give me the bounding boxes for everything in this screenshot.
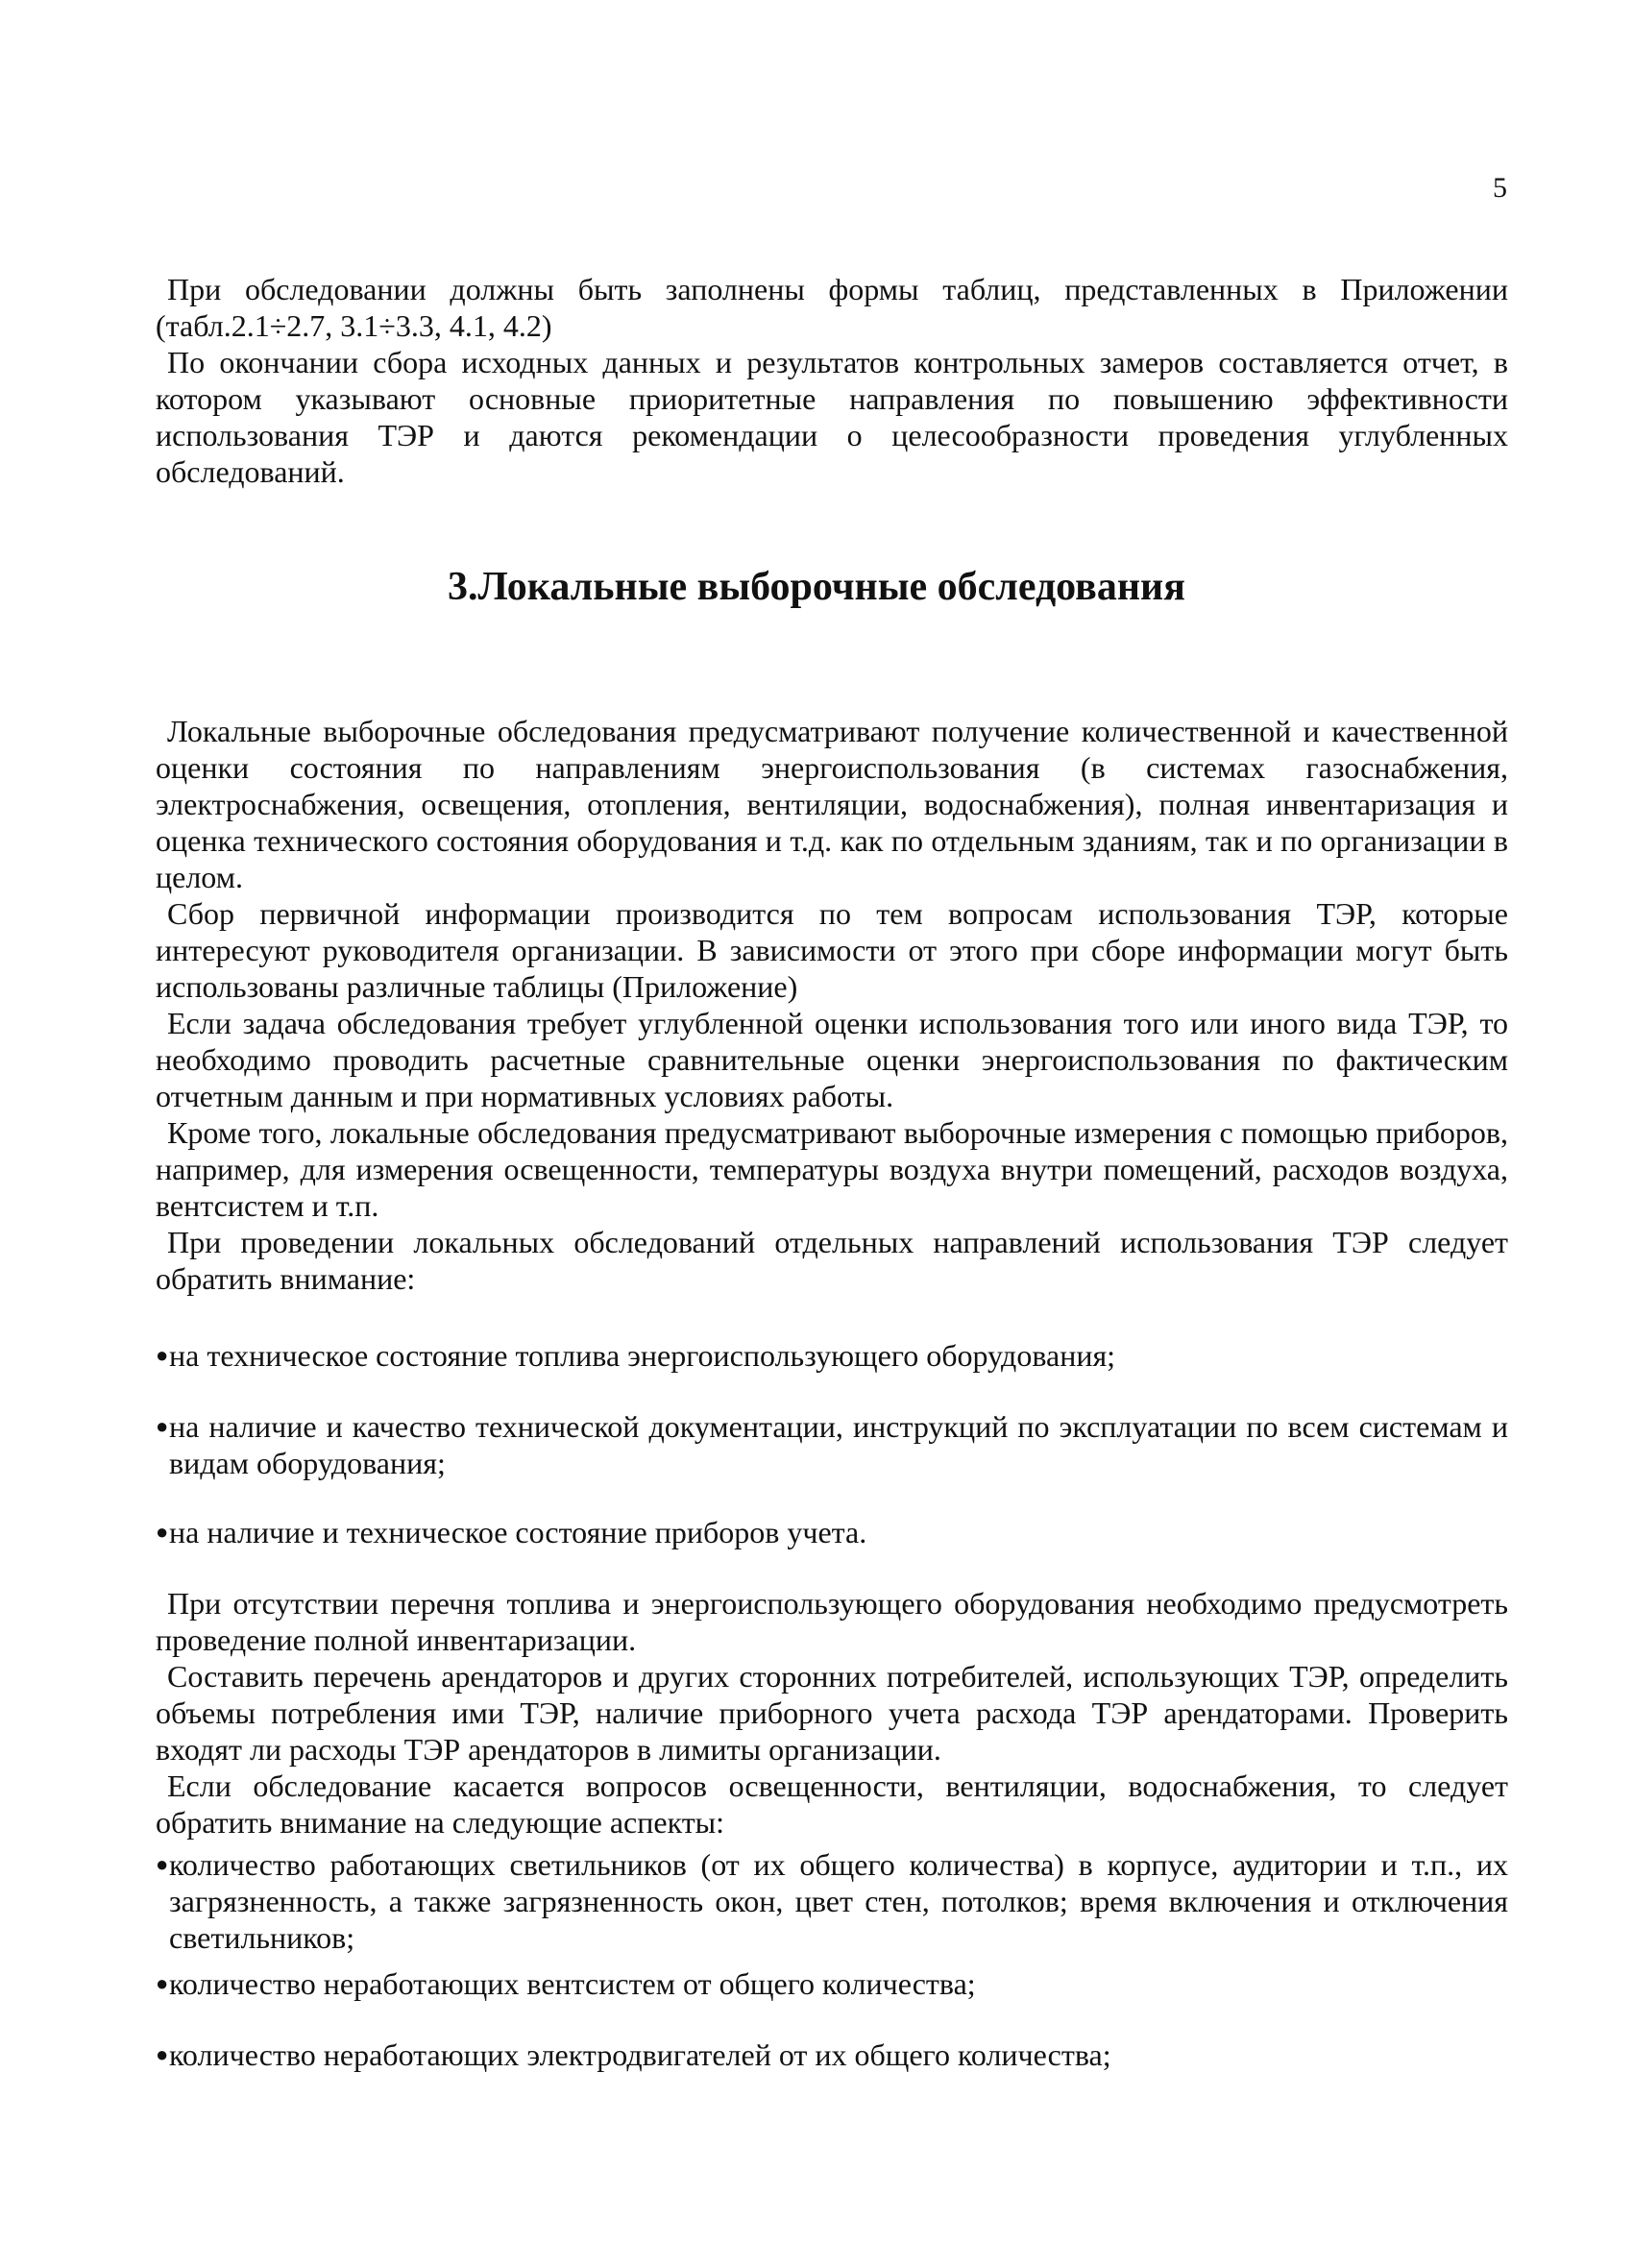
bullet-list <box>156 1965 1508 2002</box>
bullet-icon: ● <box>156 1414 169 1438</box>
page-number: 5 <box>1493 172 1507 204</box>
bullet-icon: ● <box>156 1520 169 1544</box>
bullet-icon: ● <box>156 1343 169 1367</box>
bullet-icon: ● <box>156 1971 169 1995</box>
paragraph: Если обследование касается вопросов освещенности, вентиляции, водоснабжения, то следует обратить внимание на следующие аспекты: <box>156 1768 1508 1840</box>
paragraph: Локальные выборочные обследования предусматривают получение количественной и качественной оценки состояния по направлениям энергоиспользования (в системах газоснабжения, электроснабжения, освещения, отопления, вентиляции, водоснабжения), полная инвентаризация и оценка технического состояния оборудования и т.д. как по отдельным зданиям, так и по организации в целом. <box>156 714 1508 894</box>
list-item-text: количество неработающих электродвигателей от их общего количества; <box>169 2037 1111 2072</box>
list-item <box>156 1514 1508 1550</box>
list-item-text: на техническое состояние топлива энергоиспользующего оборудования; <box>169 1338 1116 1373</box>
list-item-text: количество неработающих вентсистем от общего количества; <box>169 1966 976 2001</box>
bullet-list <box>156 1846 1508 1956</box>
intro-block <box>156 271 1508 490</box>
paragraph: Составить перечень арендаторов и других сторонних потребителей, использующих ТЭР, определить объемы потребления ими ТЭР, наличие приборного учета расхода ТЭР арендаторами. Проверить входят ли расходы ТЭР арендаторов в лимиты организации. <box>156 1659 1508 1767</box>
list-item <box>156 1408 1508 1481</box>
section-block <box>156 713 1508 1297</box>
list-item-text: количество работающих светильников (от их общего количества) в корпусе, аудитории и т.п., их загрязненность, а также загрязненность окон, цвет стен, потолков; время включения и отключения светильников; <box>169 1847 1508 1955</box>
bullet-list <box>156 1514 1508 1550</box>
bullet-list <box>156 1408 1508 1481</box>
bullet-list <box>156 1337 1508 1374</box>
paragraph: Кроме того, локальные обследования предусматривают выборочные измерения с помощью приборов, например, для измерения освещенности, температуры воздуха внутри помещений, расходов воздуха, вентсистем и т.п. <box>156 1115 1508 1223</box>
paragraph: При проведении локальных обследований отдельных направлений использования ТЭР следует обратить внимание: <box>156 1225 1508 1296</box>
paragraph: При отсутствии перечня топлива и энергоиспользующего оборудования необходимо предусмотреть проведение полной инвентаризации. <box>156 1586 1508 1657</box>
paragraph: Сбор первичной информации производится по тем вопросам использования ТЭР, которые интересуют руководителя организации. В зависимости от этого при сборе информации могут быть использованы различные таблицы (Приложение) <box>156 896 1508 1004</box>
bullet-list <box>156 2036 1508 2073</box>
section-heading: 3.Локальные выборочные обследования <box>448 565 1185 609</box>
list-item <box>156 1965 1508 2002</box>
list-item <box>156 1337 1508 1374</box>
list-item-text: на наличие и качество технической документации, инструкций по эксплуатации по всем системам и видам оборудования; <box>169 1409 1508 1480</box>
bullet-icon: ● <box>156 2042 169 2066</box>
list-item <box>156 2036 1508 2073</box>
paragraph: По окончании сбора исходных данных и результатов контрольных замеров составляется отчет, в котором указывают основные приоритетные направления по повышению эффективности использования ТЭР и даются рекомендации о целесообразности проведения углубленных обследований. <box>156 345 1508 489</box>
paragraph: Если задача обследования требует углубленной оценки использования того или иного вида ТЭР, то необходимо проводить расчетные сравнительные оценки энергоиспользования по фактическим отчетным данным и при нормативных условиях работы. <box>156 1006 1508 1113</box>
list-item <box>156 1846 1508 1956</box>
after-block <box>156 1585 1508 1841</box>
paragraph: При обследовании должны быть заполнены формы таблиц, представленных в Приложении (табл.2.1÷2.7, 3.1÷3.3, 4.1, 4.2) <box>156 272 1508 343</box>
list-item-text: на наличие и техническое состояние приборов учета. <box>169 1515 867 1549</box>
bullet-icon: ● <box>156 1852 169 1876</box>
